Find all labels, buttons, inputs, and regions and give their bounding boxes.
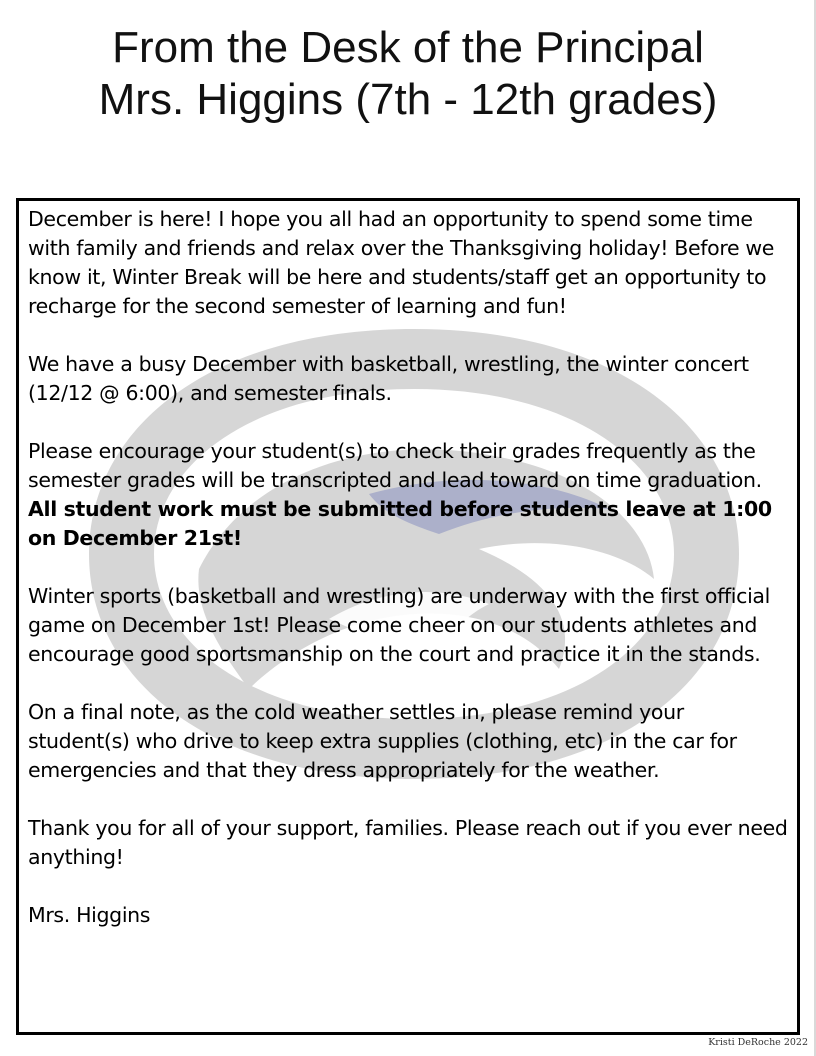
page-title: [0, 22, 816, 126]
title-line-1: From the Desk of the Principal: [112, 23, 704, 72]
letter-box: [16, 198, 800, 1035]
paragraph-winter-sports: Winter sports (basketball and wrestling) are underway with the first official game on December 1st! Please come cheer on our students athletes and encourage good sportsmanship on the court and practice it in the stands.: [28, 584, 770, 666]
title-line-2: Mrs. Higgins (7th - 12th grades): [98, 75, 718, 124]
grades-deadline-bold: All student work must be submitted before students leave at 1:00 on December 21st!: [28, 497, 772, 550]
paragraph-december-events: We have a busy December with basketball, wrestling, the winter concert (12/12 @ 6:00), and semester finals.: [28, 352, 749, 405]
paragraph-cold-weather: On a final note, as the cold weather settles in, please remind your student(s) who drive to keep extra supplies (clothing, etc) in the car for emergencies and that they dress appropriately for the weather.: [28, 700, 737, 782]
footer-credit: Kristi DeRoche 2022: [708, 1037, 808, 1048]
signature: Mrs. Higgins: [28, 903, 151, 927]
grades-text: Please encourage your student(s) to check their grades frequently as the semester grades will be transcripted and lead toward on time graduation.: [28, 439, 762, 492]
paragraph-grades: [28, 437, 790, 553]
paragraph-thank-you: Thank you for all of your support, families. Please reach out if you ever need anything!: [28, 816, 788, 869]
paragraph-intro: December is here! I hope you all had an opportunity to spend some time with family and friends and relax over the Thanksgiving holiday! Before we know it, Winter Break will be here and students/staff get an opportunity to recharge for the second semester of learning and fun!: [28, 207, 775, 318]
letter-body: [28, 205, 790, 959]
